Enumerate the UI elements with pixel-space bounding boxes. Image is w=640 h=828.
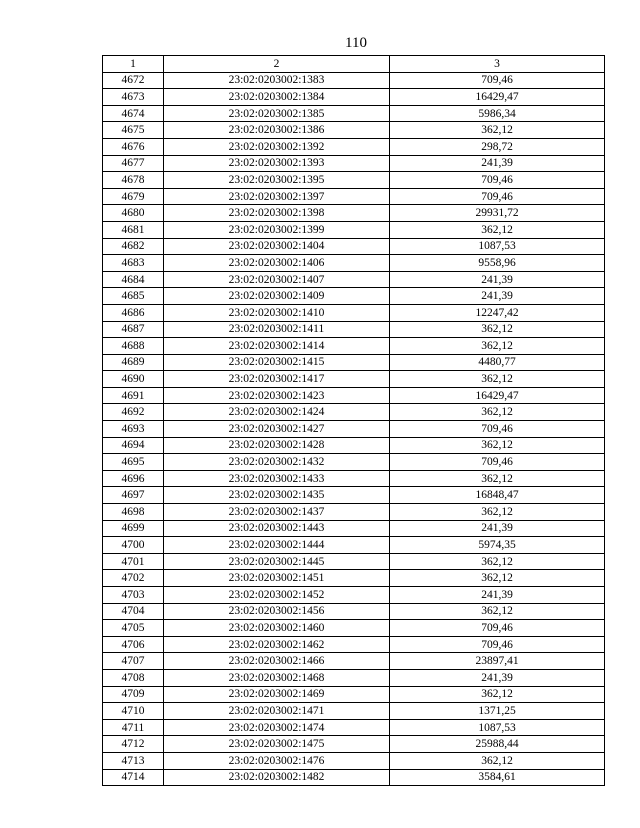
- row-number-cell: 4713: [103, 752, 164, 769]
- cadastral-number-cell: 23:02:0203002:1443: [164, 520, 390, 537]
- row-number-cell: 4707: [103, 653, 164, 670]
- cadastral-number-cell: 23:02:0203002:1474: [164, 719, 390, 736]
- value-cell: 241,39: [390, 669, 605, 686]
- value-cell: 241,39: [390, 155, 605, 172]
- value-cell: 5974,35: [390, 537, 605, 554]
- table-row: [103, 537, 605, 554]
- row-number-cell: 4674: [103, 105, 164, 122]
- cadastral-number-cell: 23:02:0203002:1437: [164, 504, 390, 521]
- table-row: [103, 570, 605, 587]
- row-number-cell: 4690: [103, 371, 164, 388]
- row-number-cell: 4699: [103, 520, 164, 537]
- row-number-cell: 4686: [103, 304, 164, 321]
- row-number-cell: 4684: [103, 271, 164, 288]
- cadastral-number-cell: 23:02:0203002:1399: [164, 221, 390, 238]
- row-number-cell: 4694: [103, 437, 164, 454]
- row-number-cell: 4683: [103, 255, 164, 272]
- table-row: [103, 470, 605, 487]
- row-number-cell: 4682: [103, 238, 164, 255]
- table-row: [103, 520, 605, 537]
- value-cell: 16848,47: [390, 487, 605, 504]
- table-row: [103, 338, 605, 355]
- page-number: 110: [345, 35, 367, 51]
- row-number-cell: 4678: [103, 172, 164, 189]
- table-row: [103, 122, 605, 139]
- table-row: [103, 205, 605, 222]
- cadastral-number-cell: 23:02:0203002:1406: [164, 255, 390, 272]
- table-header: [103, 56, 605, 73]
- cadastral-number-cell: 23:02:0203002:1423: [164, 387, 390, 404]
- row-number-cell: 4673: [103, 89, 164, 106]
- table-row: [103, 404, 605, 421]
- cadastral-number-cell: 23:02:0203002:1462: [164, 636, 390, 653]
- table-row: [103, 304, 605, 321]
- row-number-cell: 4693: [103, 421, 164, 438]
- cadastral-number-cell: 23:02:0203002:1395: [164, 172, 390, 189]
- cadastral-value-table: [102, 55, 605, 786]
- row-number-cell: 4702: [103, 570, 164, 587]
- value-cell: 709,46: [390, 72, 605, 89]
- table-row: [103, 603, 605, 620]
- table-row: [103, 321, 605, 338]
- value-cell: 362,12: [390, 553, 605, 570]
- cadastral-number-cell: 23:02:0203002:1424: [164, 404, 390, 421]
- value-cell: 23897,41: [390, 653, 605, 670]
- table-row: [103, 89, 605, 106]
- cadastral-number-cell: 23:02:0203002:1427: [164, 421, 390, 438]
- table-row: [103, 587, 605, 604]
- value-cell: 3584,61: [390, 769, 605, 786]
- table-row: [103, 686, 605, 703]
- cadastral-number-cell: 23:02:0203002:1452: [164, 587, 390, 604]
- table-row: [103, 752, 605, 769]
- table-row: [103, 620, 605, 637]
- row-number-cell: 4672: [103, 72, 164, 89]
- cadastral-number-cell: 23:02:0203002:1469: [164, 686, 390, 703]
- value-cell: 362,12: [390, 371, 605, 388]
- value-cell: 25988,44: [390, 736, 605, 753]
- cadastral-number-cell: 23:02:0203002:1415: [164, 354, 390, 371]
- row-number-cell: 4701: [103, 553, 164, 570]
- cadastral-number-cell: 23:02:0203002:1456: [164, 603, 390, 620]
- cadastral-number-cell: 23:02:0203002:1407: [164, 271, 390, 288]
- table-row: [103, 504, 605, 521]
- value-cell: 241,39: [390, 288, 605, 305]
- row-number-cell: 4700: [103, 537, 164, 554]
- value-cell: 241,39: [390, 520, 605, 537]
- cadastral-number-cell: 23:02:0203002:1471: [164, 703, 390, 720]
- row-number-cell: 4697: [103, 487, 164, 504]
- row-number-cell: 4709: [103, 686, 164, 703]
- table-row: [103, 437, 605, 454]
- cadastral-number-cell: 23:02:0203002:1432: [164, 454, 390, 471]
- value-cell: 29931,72: [390, 205, 605, 222]
- row-number-cell: 4676: [103, 138, 164, 155]
- value-cell: 709,46: [390, 636, 605, 653]
- row-number-cell: 4685: [103, 288, 164, 305]
- table-row: [103, 719, 605, 736]
- value-cell: 1087,53: [390, 719, 605, 736]
- table-row: [103, 172, 605, 189]
- table-body: [103, 72, 605, 786]
- cadastral-number-cell: 23:02:0203002:1397: [164, 188, 390, 205]
- row-number-cell: 4696: [103, 470, 164, 487]
- value-cell: 709,46: [390, 620, 605, 637]
- table-row: [103, 188, 605, 205]
- cadastral-number-cell: 23:02:0203002:1445: [164, 553, 390, 570]
- value-cell: 241,39: [390, 271, 605, 288]
- row-number-cell: 4704: [103, 603, 164, 620]
- row-number-cell: 4705: [103, 620, 164, 637]
- value-cell: 9558,96: [390, 255, 605, 272]
- cadastral-number-cell: 23:02:0203002:1409: [164, 288, 390, 305]
- table-row: [103, 636, 605, 653]
- cadastral-number-cell: 23:02:0203002:1383: [164, 72, 390, 89]
- value-cell: 709,46: [390, 454, 605, 471]
- row-number-cell: 4695: [103, 454, 164, 471]
- row-number-cell: 4711: [103, 719, 164, 736]
- value-cell: 241,39: [390, 587, 605, 604]
- cadastral-number-cell: 23:02:0203002:1451: [164, 570, 390, 587]
- table-row: [103, 72, 605, 89]
- value-cell: 1371,25: [390, 703, 605, 720]
- value-cell: 16429,47: [390, 387, 605, 404]
- cadastral-number-cell: 23:02:0203002:1482: [164, 769, 390, 786]
- row-number-cell: 4691: [103, 387, 164, 404]
- table-row: [103, 553, 605, 570]
- column-header-2: 2: [164, 56, 390, 73]
- table-row: [103, 288, 605, 305]
- value-cell: 709,46: [390, 172, 605, 189]
- row-number-cell: 4692: [103, 404, 164, 421]
- value-cell: 362,12: [390, 437, 605, 454]
- column-header-1: 1: [103, 56, 164, 73]
- row-number-cell: 4708: [103, 669, 164, 686]
- row-number-cell: 4679: [103, 188, 164, 205]
- row-number-cell: 4677: [103, 155, 164, 172]
- cadastral-number-cell: 23:02:0203002:1460: [164, 620, 390, 637]
- row-number-cell: 4688: [103, 338, 164, 355]
- value-cell: 709,46: [390, 188, 605, 205]
- row-number-cell: 4689: [103, 354, 164, 371]
- table-row: [103, 669, 605, 686]
- value-cell: 362,12: [390, 603, 605, 620]
- table-row: [103, 221, 605, 238]
- row-number-cell: 4675: [103, 122, 164, 139]
- cadastral-number-cell: 23:02:0203002:1386: [164, 122, 390, 139]
- value-cell: 5986,34: [390, 105, 605, 122]
- table-row: [103, 454, 605, 471]
- cadastral-number-cell: 23:02:0203002:1410: [164, 304, 390, 321]
- value-cell: 362,12: [390, 470, 605, 487]
- table-row: [103, 371, 605, 388]
- value-cell: 298,72: [390, 138, 605, 155]
- row-number-cell: 4681: [103, 221, 164, 238]
- cadastral-number-cell: 23:02:0203002:1475: [164, 736, 390, 753]
- value-cell: 16429,47: [390, 89, 605, 106]
- value-cell: 362,12: [390, 338, 605, 355]
- column-header-3: 3: [390, 56, 605, 73]
- row-number-cell: 4687: [103, 321, 164, 338]
- row-number-cell: 4710: [103, 703, 164, 720]
- cadastral-number-cell: 23:02:0203002:1384: [164, 89, 390, 106]
- row-number-cell: 4712: [103, 736, 164, 753]
- cadastral-number-cell: 23:02:0203002:1404: [164, 238, 390, 255]
- table-row: [103, 271, 605, 288]
- table-row: [103, 736, 605, 753]
- value-cell: 362,12: [390, 404, 605, 421]
- table-row: [103, 769, 605, 786]
- cadastral-number-cell: 23:02:0203002:1385: [164, 105, 390, 122]
- table-row: [103, 255, 605, 272]
- value-cell: 362,12: [390, 221, 605, 238]
- cadastral-number-cell: 23:02:0203002:1392: [164, 138, 390, 155]
- cadastral-number-cell: 23:02:0203002:1414: [164, 338, 390, 355]
- cadastral-number-cell: 23:02:0203002:1411: [164, 321, 390, 338]
- table-row: [103, 703, 605, 720]
- table-row: [103, 653, 605, 670]
- table-row: [103, 387, 605, 404]
- table-row: [103, 155, 605, 172]
- cadastral-number-cell: 23:02:0203002:1476: [164, 752, 390, 769]
- table-row: [103, 421, 605, 438]
- value-cell: 362,12: [390, 752, 605, 769]
- value-cell: 1087,53: [390, 238, 605, 255]
- row-number-cell: 4706: [103, 636, 164, 653]
- table-row: [103, 105, 605, 122]
- cadastral-number-cell: 23:02:0203002:1444: [164, 537, 390, 554]
- row-number-cell: 4703: [103, 587, 164, 604]
- cadastral-number-cell: 23:02:0203002:1398: [164, 205, 390, 222]
- cadastral-number-cell: 23:02:0203002:1466: [164, 653, 390, 670]
- table-row: [103, 238, 605, 255]
- value-cell: 362,12: [390, 686, 605, 703]
- value-cell: 362,12: [390, 321, 605, 338]
- cadastral-number-cell: 23:02:0203002:1433: [164, 470, 390, 487]
- cadastral-number-cell: 23:02:0203002:1468: [164, 669, 390, 686]
- value-cell: 4480,77: [390, 354, 605, 371]
- value-cell: 362,12: [390, 570, 605, 587]
- cadastral-number-cell: 23:02:0203002:1393: [164, 155, 390, 172]
- table-header-row: [103, 56, 605, 73]
- value-cell: 709,46: [390, 421, 605, 438]
- table-row: [103, 354, 605, 371]
- value-cell: 12247,42: [390, 304, 605, 321]
- value-cell: 362,12: [390, 504, 605, 521]
- cadastral-number-cell: 23:02:0203002:1435: [164, 487, 390, 504]
- value-cell: 362,12: [390, 122, 605, 139]
- cadastral-number-cell: 23:02:0203002:1417: [164, 371, 390, 388]
- row-number-cell: 4714: [103, 769, 164, 786]
- row-number-cell: 4698: [103, 504, 164, 521]
- table-row: [103, 138, 605, 155]
- table-row: [103, 487, 605, 504]
- row-number-cell: 4680: [103, 205, 164, 222]
- cadastral-number-cell: 23:02:0203002:1428: [164, 437, 390, 454]
